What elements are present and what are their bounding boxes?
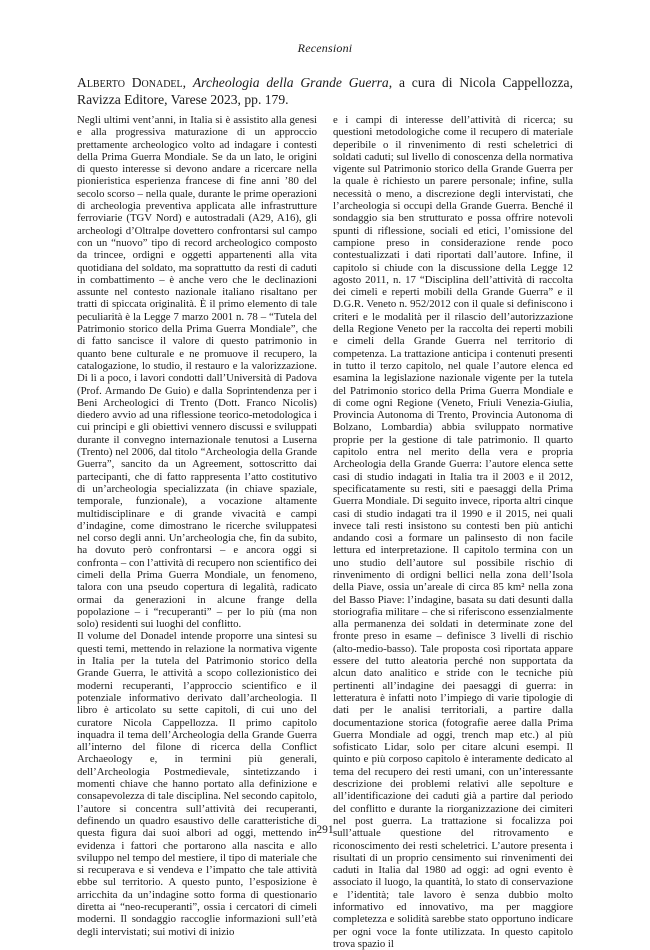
body-paragraph: Il volume del Donadel intende proporre una sintesi su questi temi, mettendo in relazione la normativa vigente in Italia per la tutela del Patrimonio storico della Grande Guerra, le attività a scopo collezionistico dei moderni recuperanti, l’approccio scientifico e il potenziale informativo derivato dall’archeologia. Il libro è articolato su sette capitoli, di cui uno del curatore Nicola Cappellozza. Il primo capitolo inquadra il tema dell’Archeologia della Grande Guerra all’interno del filone di ricerca della Conflict Archaeology e, in termini più generali, dell’Archeologia Postmedievale, sintetizzando i momenti chiave che hanno portato alla definizione e consapevolezza di tale disciplina. Nel secondo capitolo, l’autore si concentra sull’attività dei recuperanti, definendo un quadro esaustivo delle caratteristiche di questa figura dai suoi albori ad oggi, mettendo in evidenza i fattori che portarono alla nascita e allo sviluppo nel tempo del mestiere, il tipo di materiale che si recuperava e si vendeva e l’impatto che tale attività ebbe sul territorio. A questo punto, l’esposizione è arricchita da un’indagine sotto forma di questionario diretta ai “neo-recuperanti”, ossia i cercatori di cimeli moderni. Il sondaggio raccoglie informazioni sull’età degli intervistati; sui motivi di inizio <box>77 630 317 938</box>
citation-book-title: Archeologia della Grande Guerra <box>192 75 389 90</box>
running-title: Recensioni <box>297 41 353 55</box>
citation-separator: , <box>182 75 193 90</box>
review-citation <box>77 74 573 108</box>
text-column-left <box>77 114 317 938</box>
citation-details: , a cura di Nicola Cappellozza, Ravizza Editore, Varese 2023, pp. 179. <box>77 75 573 107</box>
page-number: 291 <box>316 824 334 836</box>
citation-author: Alberto Donadel <box>77 75 183 90</box>
body-paragraph: Negli ultimi vent’anni, in Italia si è assistito alla genesi e alla progressiva maturazione di un approccio prettamente archeologico volto ad indagare i contesti della Prima Guerra Mondiale. Se da un lato, le origini di questo interesse si devono andare a ricercare nella pionieristica esperienza francese di fine anni ’80 del secolo scorso – nella quale, durante le prime operazioni di archeologia preventiva applicata alle infrastrutture ferroviarie (TGV Nord) e autostradali (A29, A16), gli archeologi d’Oltralpe dovettero confrontarsi sul campo con un “nuovo” tipo di record archeologico composto da trincee, ordigni e oggetti appartenenti alla vita quotidiana del soldato, ma soprattutto da resti di caduti in combattimento – è anche vero che le declinazioni assunte nel contesto nazionale italiano risaltano per tratti di spiccata originalità. È il primo elemento di tale peculiarità è la Legge 7 marzo 2001 n. 78 – “Tutela del Patrimonio storico della Prima Guerra Mondiale”, che di fatto sancisce il valore di questo patrimonio in quanto bene culturale e ne promuove il recupero, la catalogazione, lo studio, il restauro e la valorizzazione. Di lì a poco, i lavori condotti dall’Università di Padova (Prof. Armando De Guio) e dalla Soprintendenza per i Beni Archeologici di Trento (Dott. Franco Nicolis) diedero avvio ad una riflessione teorico-metodologica i cui principi e gli obiettivi vennero discussi e sviluppati durante il convegno internazionale tenutosi a Luserna (Trento) nel 2006, dal titolo “Archeologia della Grande Guerra”, sancito da un Agreement, sottoscritto dai partecipanti, che di fatto rappresenta l’atto costitutivo di un’archeologia specializzata (in chiave spaziale, temporale, funzionale), a vocazione altamente multidisciplinare e di grande vivacità e campi d’indagine, come dimostrano le ricerche sviluppatesi nel corso degli anni. Un’archeologia che, fin da subito, ha dovuto però confrontarsi – e ancora oggi si confronta – con l’attività di recupero non scientifico dei cimeli della Prima Guerra Mondiale, un fenomeno, talora con una pseudo copertura di legalità, radicato ormai da generazioni in alcune frange della popolazione – i “recuperanti” – per lo più (ma non solo) residenti sui luoghi del conflitto. <box>77 114 317 631</box>
body-paragraph: e i campi di interesse dell’attività di ricerca; su questioni metodologiche come il recupero di materiale deperibile o il rinvenimento di resti scheletrici di soldati caduti; sul livello di conoscenza della normativa vigente sul Patrimonio storico della Grande Guerra per la quale è richiesto un parere personale; infine, sulla necessità o meno, a discrezione degli intervistati, che l’archeologia si occupi della Grande Guerra. Benché il sondaggio sia ben strutturato e possa offrire notevoli spunti di riflessione, sociali ed etici, l’omissione del campione preso in considerazione rende poco contestualizzati i dati riportati dall’autore. Infine, il capitolo si chiude con la discussione della Legge 12 agosto 2011, n. 17 “Disciplina dell’attività di raccolta dei cimeli e reperti mobili della Grande Guerra” e il D.G.R. Veneto n. 952/2012 con il quale si definiscono i criteri e le modalità per il rilascio dell’autorizzazione della Regione Veneto per la raccolta dei reperti mobili e cimeli della Grande Guerra nel territorio di competenza. La trattazione anticipa i contenuti presenti in tutto il terzo capitolo, nel quale l’autore elenca ed esamina la legislazione nazionale vigente per la tutela del Patrimonio storico della Prima Guerra Mondiale e di come ogni Regione (Veneto, Friuli Venezia-Giulia, Provincia Autonoma di Trento, Provincia Autonoma di Bolzano, Lombardia) abbia sviluppato normative proprie per la gestione di tale patrimonio. Il quarto capitolo entra nel merito della vera e propria Archeologia della Grande Guerra: l’autore elenca sette casi di studio indagati in Italia tra il 2003 e il 2012, specificatamente su resti, siti e paesaggi della Prima Guerra Mondiale. Di seguito invece, riporta altri cinque casi di studio indagati tra il 1990 e il 2015, nei quali invece tali resti insistono su contesti ben più antichi andando così a formare un palinsesto di non facile lettura ed interpretazione. Il capitolo termina con un uno studio dell’autore sul possibile rischio di rinvenimento di ordigni bellici nella zona dell’Isola della Piave, ossia un’areale di circa 85 km² nella zona del Basso Piave: l’indagine, basata su dati desunti dalla storiografia militare – che si riferiscono essenzialmente alla permanenza dei soldati in determinate zone del fronte preso in esame – definisce 3 livelli di rischio (alto-medio-basso). Tale proposta così riportata appare essere del tutto aleatoria perché non supportata da alcun dato analitico e stride con le tecniche più pertinenti all’indagine dei paesaggi di guerra: in letteratura è infatti noto l’impiego di varie tipologie di dati per le analisi territoriali, a partire dalla documentazione storica (fotografie aeree dalla Prima Guerra Mondiale ad oggi, trench map etc.) al più sofisticato Lidar, solo per citare alcuni esempi. Il quinto e più corposo capitolo è interamente dedicato al tema del recupero dei resti umani, con un’interessante descrizione dei problemi relativi alle sepolture e all’identificazione dei caduti già a partire dal periodo del conflitto e durante la riorganizzazione dei cimiteri nel post guerra. La trattazione si focalizza poi sull’attuale questione del ritrovamento e riconoscimento dei resti scheletrici. L’autore presenta i risultati di un proprio censimento sui rinvenimenti dei caduti in Italia dal 1980 ad oggi: ad ogni evento è associato il luogo, la quantità, lo stato di conservazione e l’identità; tale lavoro è senza dubbio molto informativo ed innovativo, ma per maggiore completezza e solidità sarebbe stato opportuno indicare per ogni voce la fonte utilizzata. In questo capitolo trova spazio il <box>333 114 573 950</box>
